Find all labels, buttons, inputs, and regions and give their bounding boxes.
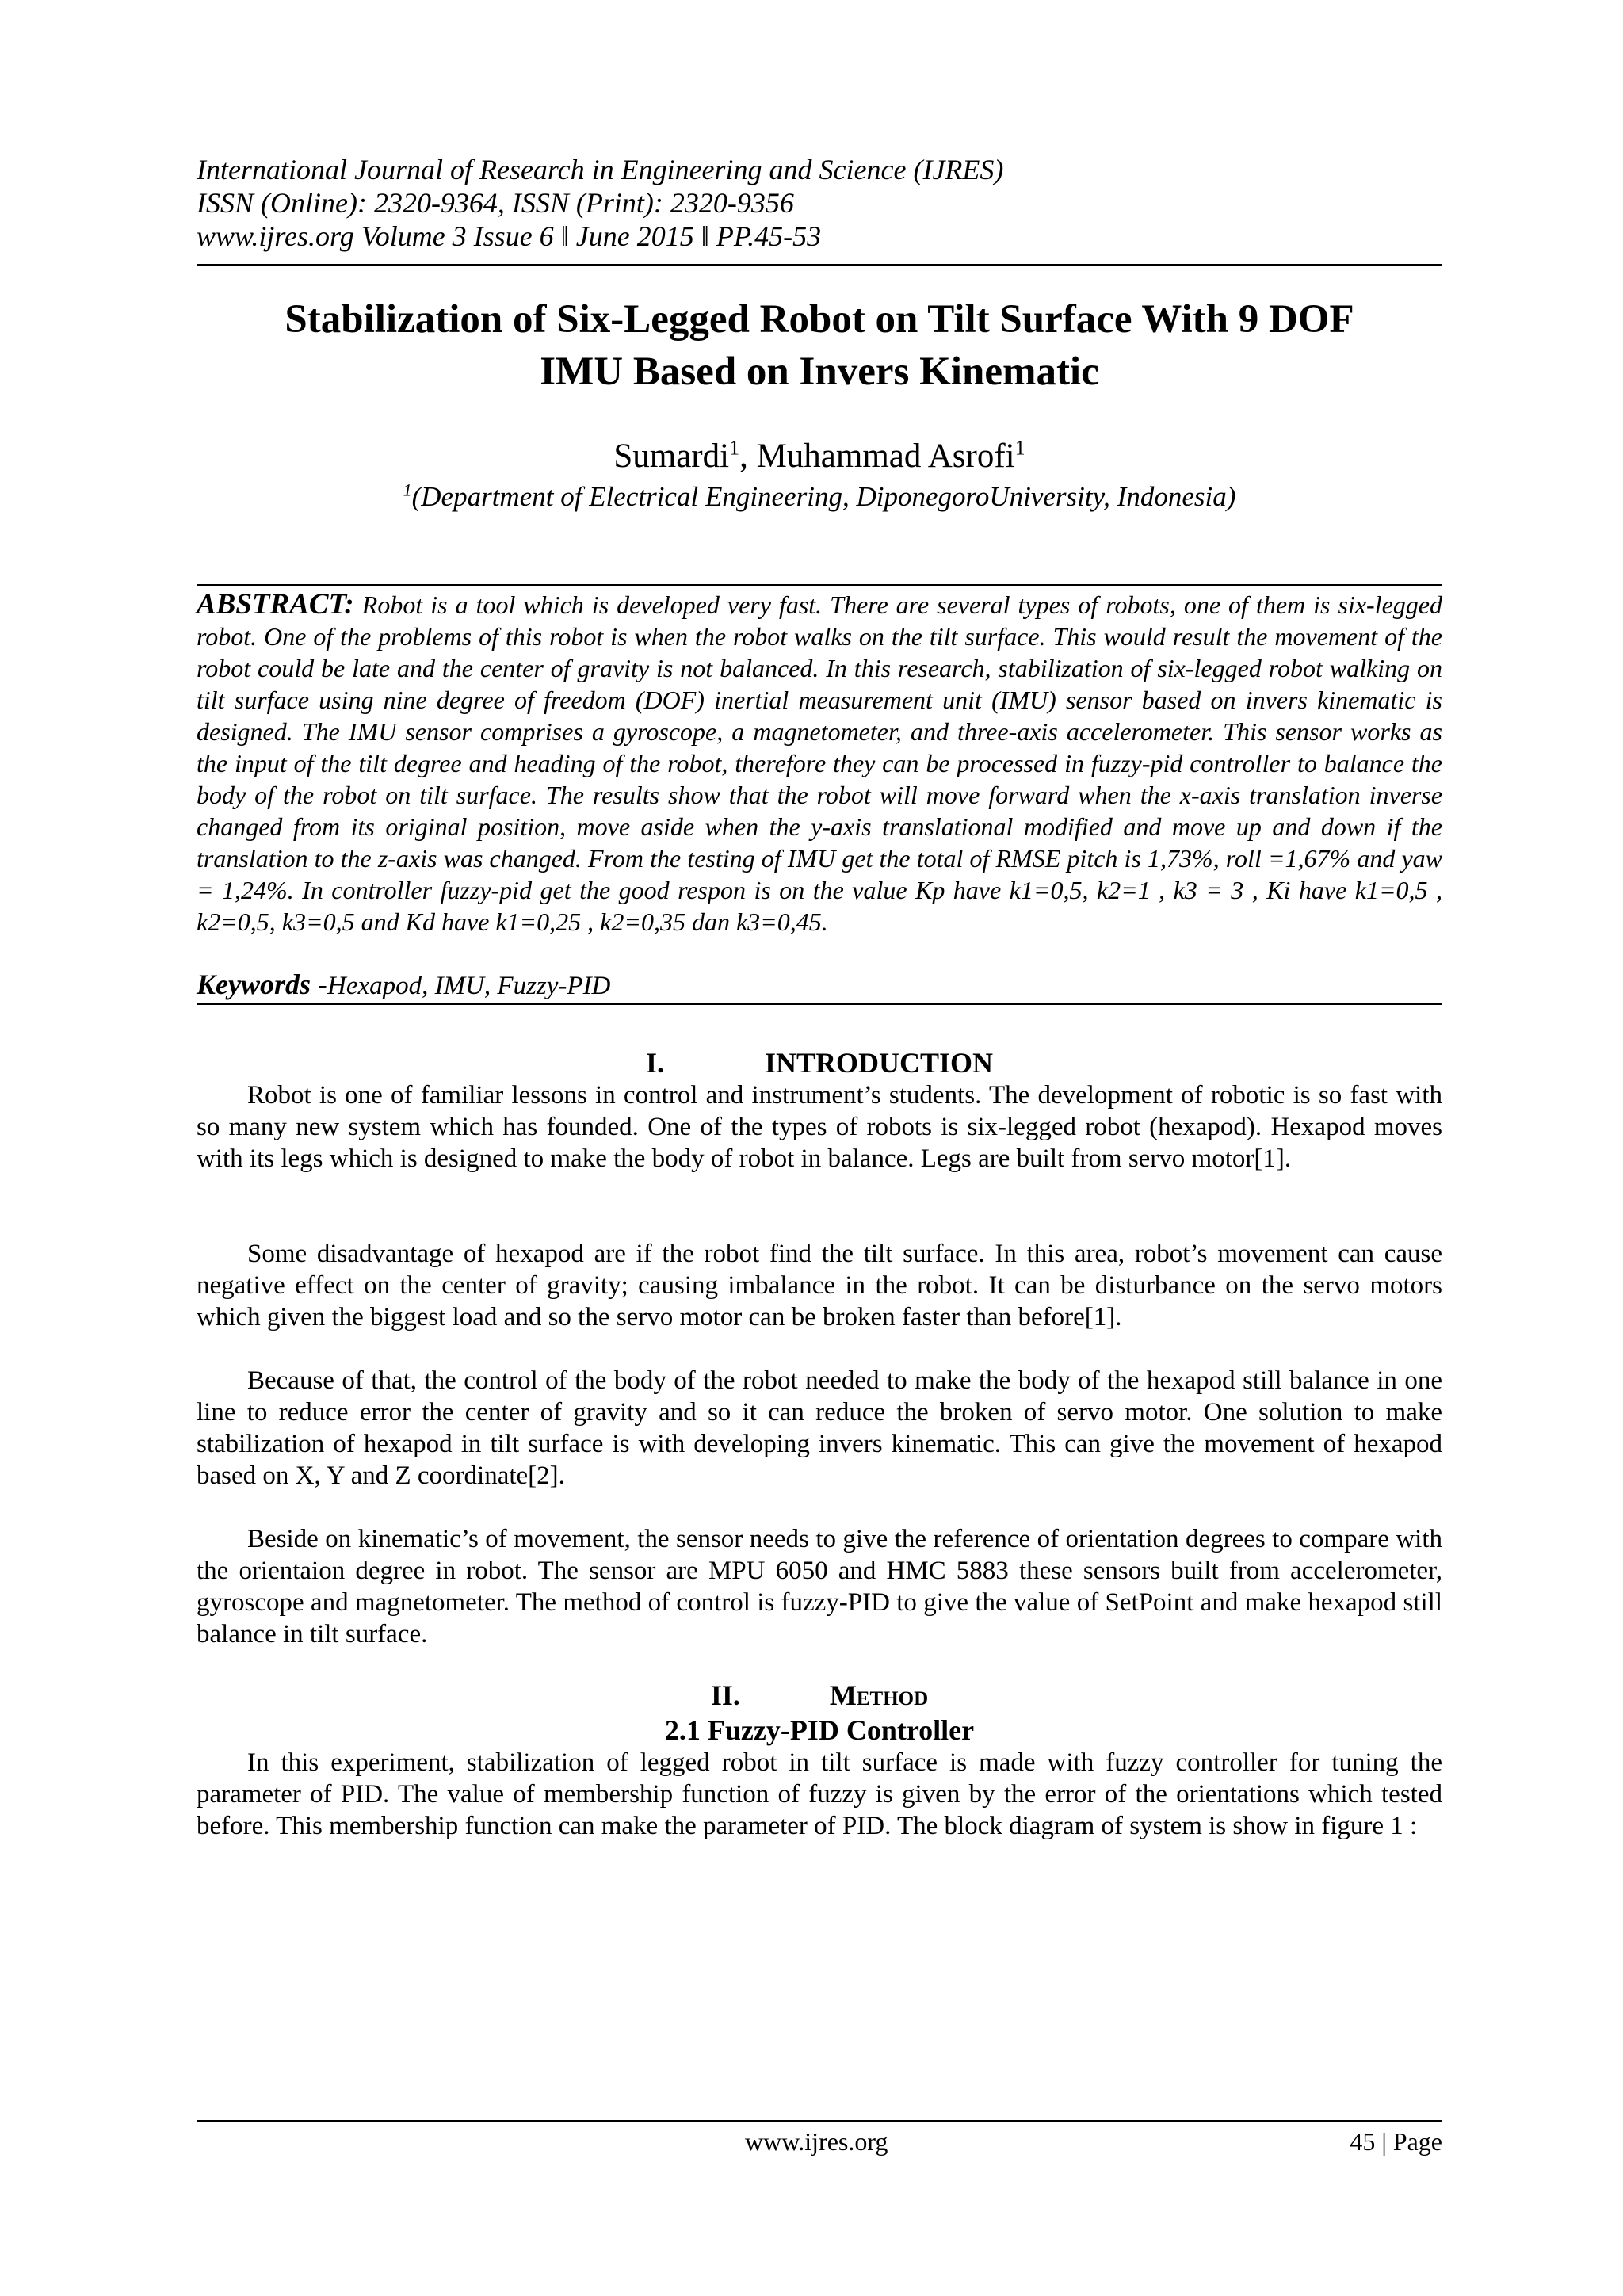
abstract-bottom-rule (197, 1003, 1442, 1005)
section-title: Method (829, 1679, 929, 1711)
journal-issn: ISSN (Online): 2320-9364, ISSN (Print): 2320-9356 (197, 187, 794, 219)
author-list (197, 436, 1442, 477)
paper-title (197, 293, 1442, 398)
paper-title-line-1: Stabilization of Six-Legged Robot on Tilt Surface With 9 DOF (285, 297, 1354, 342)
affiliation (197, 480, 1442, 514)
abstract-label: ABSTRACT: (197, 588, 354, 621)
section-number: II. (710, 1679, 740, 1711)
abstract-top-rule (197, 584, 1442, 586)
keywords-label: Keywords - (197, 968, 327, 1000)
abstract-text: Robot is a tool which is developed very fast. There are several types of robots, one of them is six-legged robot. One of the problems of this robot is when the robot walks on the tilt surface. This would result the movement of the robot could be late and the center of gravity is not balanced. In this research, stabilization of six-legged robot walking on tilt surface using nine degree of freedom (DOF) inertial measurement unit (IMU) sensor based on invers kinematic is designed. The IMU sensor comprises a gyroscope, a magnetometer, and three-axis accelerometer. This sensor works as the input of the tilt degree and heading of the robot, therefore they can be processed in fuzzy-pid controller to balance the body of the robot on tilt surface. The results show that the robot will move forward when the x-axis translation inverse changed from its original position, move aside when the y-axis translational modified and move up and down if the translation to the z-axis was changed. From the testing of IMU get the total of RMSE pitch is 1,73%, roll =1,67% and yaw = 1,24%. In controller fuzzy-pid get the good respon is on the value Kp have k1=0,5, k2=1 , k3 = 3 , Ki have k1=0,5 , k2=0,5, k3=0,5 and Kd have k1=0,25 , k2=0,35 dan k3=0,45. (197, 590, 1443, 936)
affiliation-text: (Department of Electrical Engineering, DiponegoroUniversity, Indonesia) (411, 481, 1236, 512)
author-affiliation-mark: 1 (1014, 436, 1025, 460)
paragraph: Because of that, the control of the body of the robot needed to make the body of the hexapod still balance in one line to reduce error the center of gravity and so it can reduce the broken of servo motor. One solution to make stabilization of hexapod in tilt surface is with developing invers kinematic. This can give the movement of hexapod based on X, Y and Z coordinate[2]. (197, 1366, 1442, 1490)
author-name: Sumardi (613, 437, 730, 475)
paragraph: Beside on kinematic’s of movement, the sensor needs to give the reference of orientation degrees to compare with the orientaion degree in robot. The sensor are MPU 6050 and HMC 5883 these sensors built from accelerometer, gyroscope and magnetometer. The method of control is fuzzy-PID to give the value of SetPoint and make hexapod still balance in tilt surface. (197, 1525, 1442, 1648)
section-heading-introduction (197, 1046, 1442, 1079)
paragraph: Some disadvantage of hexapod are if the robot find the tilt surface. In this area, robot’s movement can cause negative effect on the center of gravity; causing imbalance in the robot. It can be disturbance on the servo motors which given the biggest load and so the servo motor can be broken faster than before[1]. (197, 1240, 1442, 1331)
author-separator: , (739, 437, 757, 475)
subsection-heading: 2.1 Fuzzy-PID Controller (664, 1714, 975, 1746)
footer-page-number: 45 | Page (1350, 2127, 1442, 2156)
paragraph: In this experiment, stabilization of legged robot in tilt surface is made with fuzzy controller for tuning the parameter of PID. The value of membership function of fuzzy is given by the error of the orientations which tested before. This membership function can make the parameter of PID. The block diagram of system is show in figure 1 : (197, 1748, 1442, 1840)
keywords-text: Hexapod, IMU, Fuzzy-PID (327, 972, 611, 1000)
author-affiliation-mark: 1 (729, 436, 740, 460)
section-title: INTRODUCTION (764, 1047, 994, 1079)
header-rule (197, 264, 1442, 266)
author-name: Muhammad Asrofi (756, 437, 1015, 475)
affiliation-mark: 1 (403, 479, 412, 500)
footer-rule (197, 2120, 1442, 2122)
journal-header (197, 153, 1442, 253)
paragraph: Robot is one of familiar lessons in control and instrument’s students. The development of robotic is so fast with so many new system which has founded. One of the types of robots is six-legged robot (hexapod). Hexapod moves with its legs which is designed to make the body of robot in balance. Legs are built from servo motor[1]. (197, 1081, 1442, 1173)
paper-title-line-2: IMU Based on Invers Kinematic (540, 350, 1099, 394)
abstract (197, 589, 1442, 938)
journal-volume: www.ijres.org Volume 3 Issue 6 ǁ June 2015 ǁ PP.45-53 (197, 220, 822, 252)
footer-website: www.ijres.org (745, 2127, 888, 2156)
journal-name: International Journal of Research in Engineering and Science (IJRES) (197, 154, 1004, 185)
section-heading-method (197, 1679, 1442, 1712)
keywords (197, 968, 1442, 1002)
section-number: I. (645, 1047, 664, 1079)
